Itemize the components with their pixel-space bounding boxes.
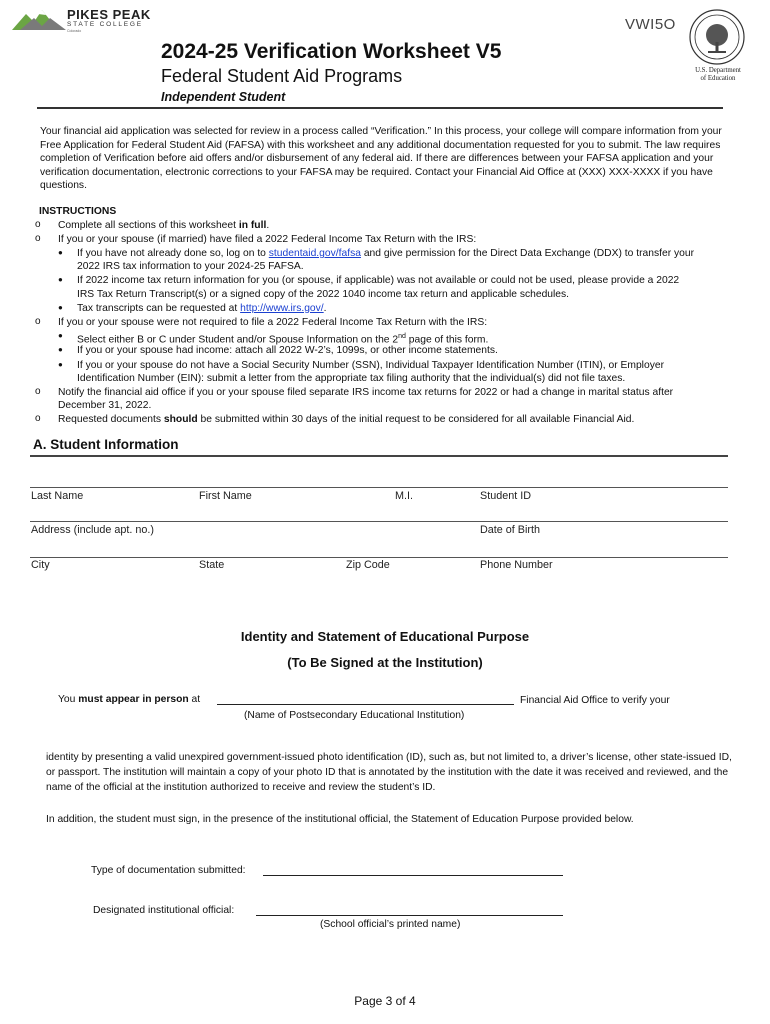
appear-text-cont: Financial Aid Office to verify your — [520, 695, 670, 706]
page-number: Page 3 of 4 — [354, 994, 416, 1008]
city-label: City — [31, 559, 50, 571]
first-name-label: First Name — [199, 490, 252, 502]
date-of-birth-label: Date of Birth — [480, 524, 541, 536]
bullet-marker: ● — [58, 345, 63, 354]
identity-paragraph: identity by presenting a valid unexpired government-issued photo identification (ID), such as, but not limited to, a driver’s license, other state-issued ID, or passport. The institution will maintain a copy of your photo ID that is annotated by the institution with the date it was received and reviewed, and the name of the official at the institution authorized to receive and review the student’s ID. — [46, 752, 732, 793]
instruction-item: Requested documents should be submitted within 30 days of the initial request to be considered for all available Financial Aid. — [58, 414, 635, 425]
list-marker: o — [35, 219, 41, 230]
instruction-subitem: Tax transcripts can be requested at http://www.irs.gov/. — [77, 303, 327, 314]
instruction-item: If you or your spouse (if married) have filed a 2022 Federal Income Tax Return with the IRS: — [58, 234, 477, 245]
row1-input-line[interactable] — [30, 487, 728, 488]
bullet-marker: ● — [58, 248, 63, 257]
instruction-subitem: If you or your spouse do not have a Social Security Number (SSN), Individual Taxpayer Identification Number (ITIN), or Employer — [77, 360, 664, 371]
page-title: 2024-25 Verification Worksheet V5 — [161, 40, 502, 63]
identity-heading: Identity and Statement of Educational Purpose — [240, 629, 530, 644]
department-name: U.S. Department of Education — [695, 67, 741, 82]
instruction-subitem: If you or your spouse had income: attach all 2022 W-2’s, 1099s, or other income statements. — [77, 345, 498, 356]
list-marker: o — [35, 413, 41, 424]
bullet-marker: ● — [58, 303, 63, 312]
zip-code-label: Zip Code — [346, 559, 390, 571]
instruction-item: If you or your spouse were not required to file a 2022 Federal Income Tax Return with the IRS: — [58, 317, 488, 328]
documentation-input-line[interactable] — [263, 875, 563, 876]
bullet-marker: ● — [58, 331, 63, 340]
header-divider — [37, 107, 723, 109]
mi-label: M.I. — [395, 490, 413, 502]
irs-link[interactable]: http://www.irs.gov/ — [240, 303, 324, 314]
bullet-marker: ● — [58, 275, 63, 284]
page-subtitle: Federal Student Aid Programs — [161, 66, 403, 86]
official-sublabel: (School official’s printed name) — [320, 919, 461, 930]
instruction-item: Complete all sections of this worksheet in full. — [58, 220, 270, 231]
instruction-subitem: Select either B or C under Student and/or Spouse Information on the 2nd page of this form. — [77, 333, 489, 346]
section-a-divider — [30, 455, 728, 457]
fafsa-link[interactable]: studentaid.gov/fafsa — [268, 248, 361, 259]
row2-input-line[interactable] — [30, 521, 728, 522]
instruction-subitem-cont: IRS Tax Return Transcript(s) or a signed copy of the 2022 1040 income tax return and applicable schedules. — [77, 289, 570, 300]
section-a-heading: A. Student Information — [33, 437, 179, 452]
statement-paragraph: In addition, the student must sign, in the presence of the institutional official, the Statement of Education Purpose provided below. — [46, 814, 634, 825]
official-label: Designated institutional official: — [93, 905, 235, 916]
department-seal-icon — [688, 8, 746, 66]
institution-name-input-line[interactable] — [217, 704, 514, 705]
student-type: Independent Student — [161, 90, 286, 104]
institution-name-label: (Name of Postsecondary Educational Institution) — [244, 710, 465, 721]
state-label: State — [199, 559, 225, 571]
intro-paragraph: Your financial aid application was selected for review in a process called “Verification.” In this process, your college will compare information from your Free Application for Federal Student Aid (FAFSA) with this worksheet and any additional documentation requested for you to submit. The law requires completion of Verification before aid offers and/or disbursement of any federal aid. If there are differences between your FAFSA application and your verification documentation, electronic corrections to your FAFSA may be required. Contact your Financial Aid Office at (XXX) XXX-XXXX if you have questions. — [40, 126, 722, 192]
college-name: PIKES PEAK — [67, 7, 151, 22]
bullet-marker: ● — [58, 360, 63, 369]
instruction-item: Notify the financial aid office if you or your spouse filed separate IRS income tax returns for 2022 or had a change in marital status after — [58, 387, 674, 398]
instruction-subitem-cont: Identification Number (EIN): submit a letter from the appropriate tax filing authority that the individual(s) did not file taxes. — [77, 373, 626, 384]
phone-number-label: Phone Number — [480, 559, 553, 571]
instruction-subitem: If 2022 income tax return information for you (or spouse, if applicable) was not available or could not be used, please provide a 2022 — [77, 275, 680, 286]
form-code: VWI5O — [625, 16, 676, 33]
college-subname: STATE COLLEGE — [67, 21, 143, 28]
identity-subheading: (To Be Signed at the Institution) — [287, 655, 483, 670]
student-id-label: Student ID — [480, 490, 532, 502]
instruction-subitem: If you have not already done so, log on to studentaid.gov/fafsa and give permission for the Direct Data Exchange (DDX) to transfer your — [77, 248, 695, 259]
last-name-label: Last Name — [31, 490, 84, 502]
instruction-item-cont: December 31, 2022. — [58, 400, 152, 411]
address-label: Address (include apt. no.) — [31, 524, 155, 536]
instructions-heading: INSTRUCTIONS — [39, 206, 117, 217]
list-marker: o — [35, 386, 41, 397]
documentation-label: Type of documentation submitted: — [91, 865, 246, 876]
appear-text: You must appear in person at — [58, 694, 201, 705]
list-marker: o — [35, 316, 41, 327]
list-marker: o — [35, 233, 41, 244]
instruction-subitem-cont: 2022 IRS tax information to your 2024-25 FAFSA. — [77, 261, 304, 272]
college-logo-mountain — [12, 8, 66, 32]
college-tagline: Colorado — [67, 29, 82, 33]
row3-input-line[interactable] — [30, 557, 728, 558]
official-input-line[interactable] — [256, 915, 563, 916]
